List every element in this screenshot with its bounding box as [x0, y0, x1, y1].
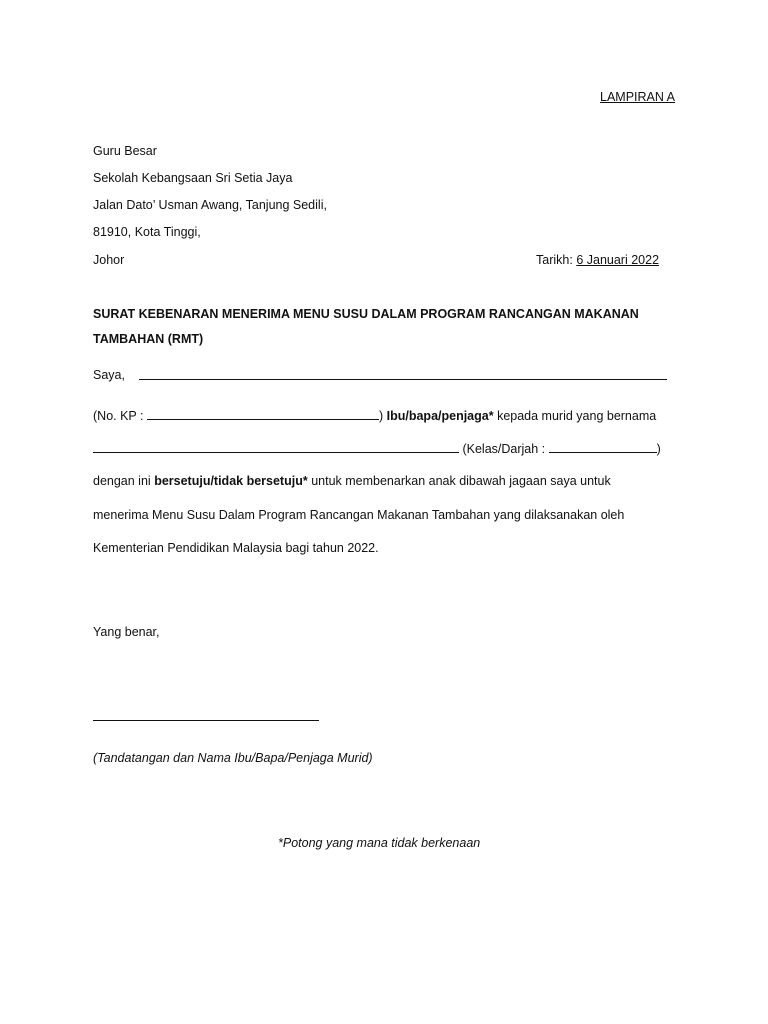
consent-line-3: Kementerian Pendidikan Malaysia bagi tahun 2022.: [93, 541, 379, 555]
closing: Yang benar,: [93, 625, 160, 639]
student-name-field[interactable]: [93, 440, 459, 453]
date-label: Tarikh:: [536, 253, 573, 267]
letter-title-line-2: TAMBAHAN (RMT): [93, 332, 204, 346]
letter-title-line-1: SURAT KEBENARAN MENERIMA MENU SUSU DALAM PROGRAM RANCANGAN MAKANAN: [93, 307, 639, 321]
address-line-2: Sekolah Kebangsaan Sri Setia Jaya: [93, 171, 293, 185]
student-row: [93, 440, 661, 457]
class-label: (Kelas/Darjah :: [462, 442, 546, 456]
consent-line-2: menerima Menu Susu Dalam Program Rancangan Makanan Tambahan yang dilaksanakan oleh: [93, 508, 625, 522]
signature-caption: (Tandatangan dan Nama Ibu/Bapa/Penjaga Murid): [93, 751, 373, 765]
consent-line-1: dengan ini bersetuju/tidak bersetuju* untuk membenarkan anak dibawah jagaan saya untuk: [93, 474, 611, 488]
address-line-5: Johor: [93, 253, 125, 267]
signature-field[interactable]: [93, 708, 319, 725]
address-line-1: Guru Besar: [93, 144, 157, 158]
ic-close: ): [378, 409, 384, 423]
appendix-label: LAMPIRAN A: [600, 90, 676, 104]
footnote: *Potong yang mana tidak berkenaan: [278, 836, 481, 850]
class-close: ): [656, 442, 661, 456]
parent-name-field[interactable]: [139, 367, 667, 384]
address-line-3: Jalan Dato’ Usman Awang, Tanjung Sedili,: [93, 198, 327, 212]
date-value: 6 Januari 2022: [576, 253, 660, 267]
address-line-4: 81910, Kota Tinggi,: [93, 225, 201, 239]
student-phrase: kepada murid yang bernama: [497, 409, 657, 423]
saya-label: Saya,: [93, 368, 125, 382]
ic-label: (No. KP :: [93, 409, 144, 423]
guardian-option: Ibu/bapa/penjaga*: [386, 409, 494, 423]
consent-option: bersetuju/tidak bersetuju*: [154, 474, 308, 488]
class-field[interactable]: [549, 440, 657, 453]
ic-number-field[interactable]: [147, 407, 379, 420]
date-line: [536, 252, 659, 268]
ic-number-row: [93, 407, 656, 424]
